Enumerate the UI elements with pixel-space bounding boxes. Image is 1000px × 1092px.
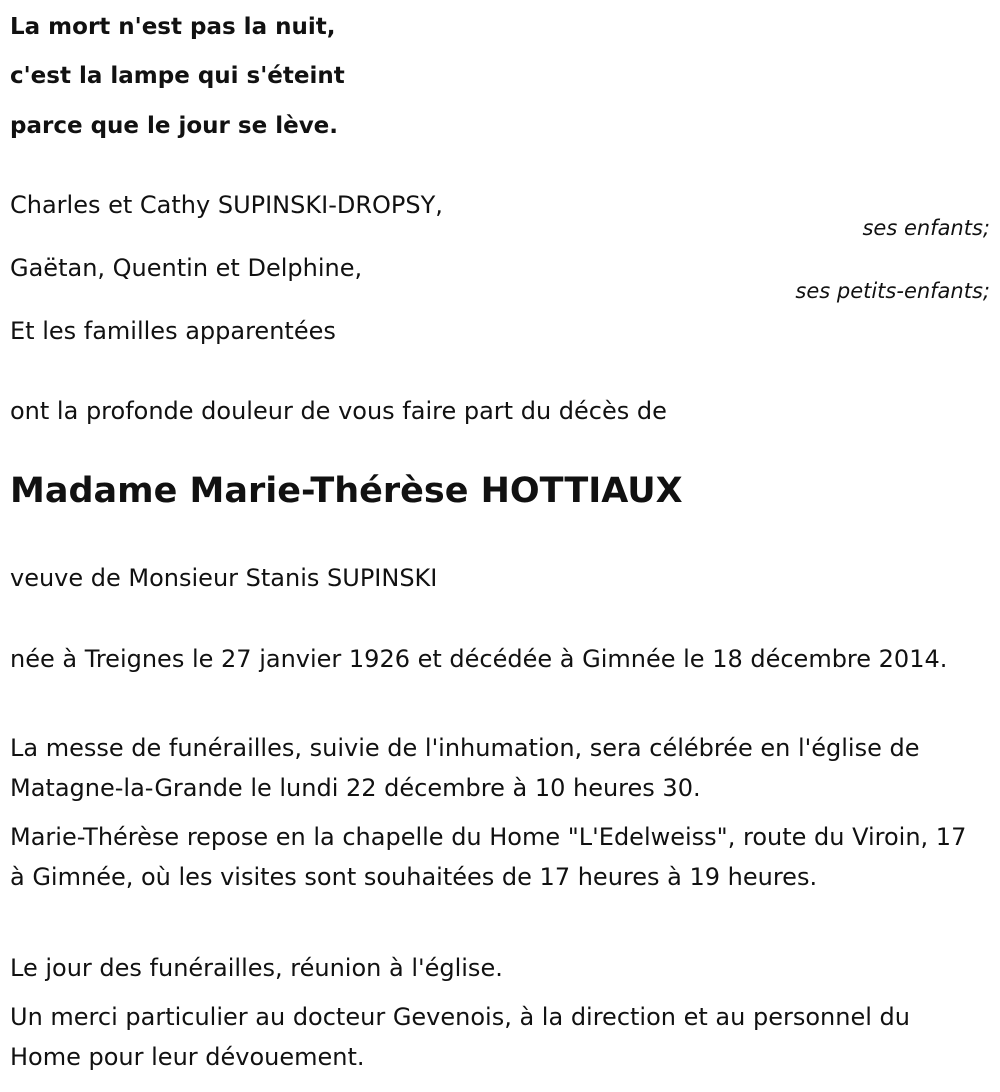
- widow-of-line: veuve de Monsieur Stanis SUPINSKI: [10, 564, 438, 592]
- epigraph-line-3: parce que le jour se lève.: [10, 113, 339, 139]
- deceased-name: Madame Marie-Thérèse HOTTIAUX: [10, 471, 683, 511]
- children-names: Charles et Cathy SUPINSKI-DROPSY,: [10, 191, 443, 219]
- epigraph-line-1: La mort n'est pas la nuit,: [10, 14, 336, 40]
- birth-death-paragraph: née à Treignes le 27 janvier 1926 et décédée à Gimnée le 18 décembre 2014.: [10, 645, 948, 673]
- thanks-paragraph: Un merci particulier au docteur Gevenois, à la direction et au personnel du Home pour leur dévouement.: [10, 1003, 910, 1071]
- obituary-notice: [10, 0, 990, 1092]
- visitation-paragraph: Marie-Thérèse repose en la chapelle du Home "L'Edelweiss", route du Viroin, 17 à Gimnée, où les visites sont souhaitées de 17 heures à 19 heures.: [10, 823, 967, 891]
- funeral-meeting-paragraph: Le jour des funérailles, réunion à l'église.: [10, 954, 503, 982]
- grandchildren-names: Gaëtan, Quentin et Delphine,: [10, 254, 363, 282]
- epigraph-line-2: c'est la lampe qui s'éteint: [10, 63, 345, 89]
- grandchildren-relation: ses petits-enfants;: [795, 279, 990, 303]
- announcement-line: ont la profonde douleur de vous faire part du décès de: [10, 397, 667, 425]
- relatives-line: Et les familles apparentées: [10, 317, 336, 345]
- children-relation: ses enfants;: [862, 216, 990, 240]
- funeral-mass-paragraph: La messe de funérailles, suivie de l'inhumation, sera célébrée en l'église de Matagne-la-Grande le lundi 22 décembre à 10 heures 30.: [10, 734, 920, 802]
